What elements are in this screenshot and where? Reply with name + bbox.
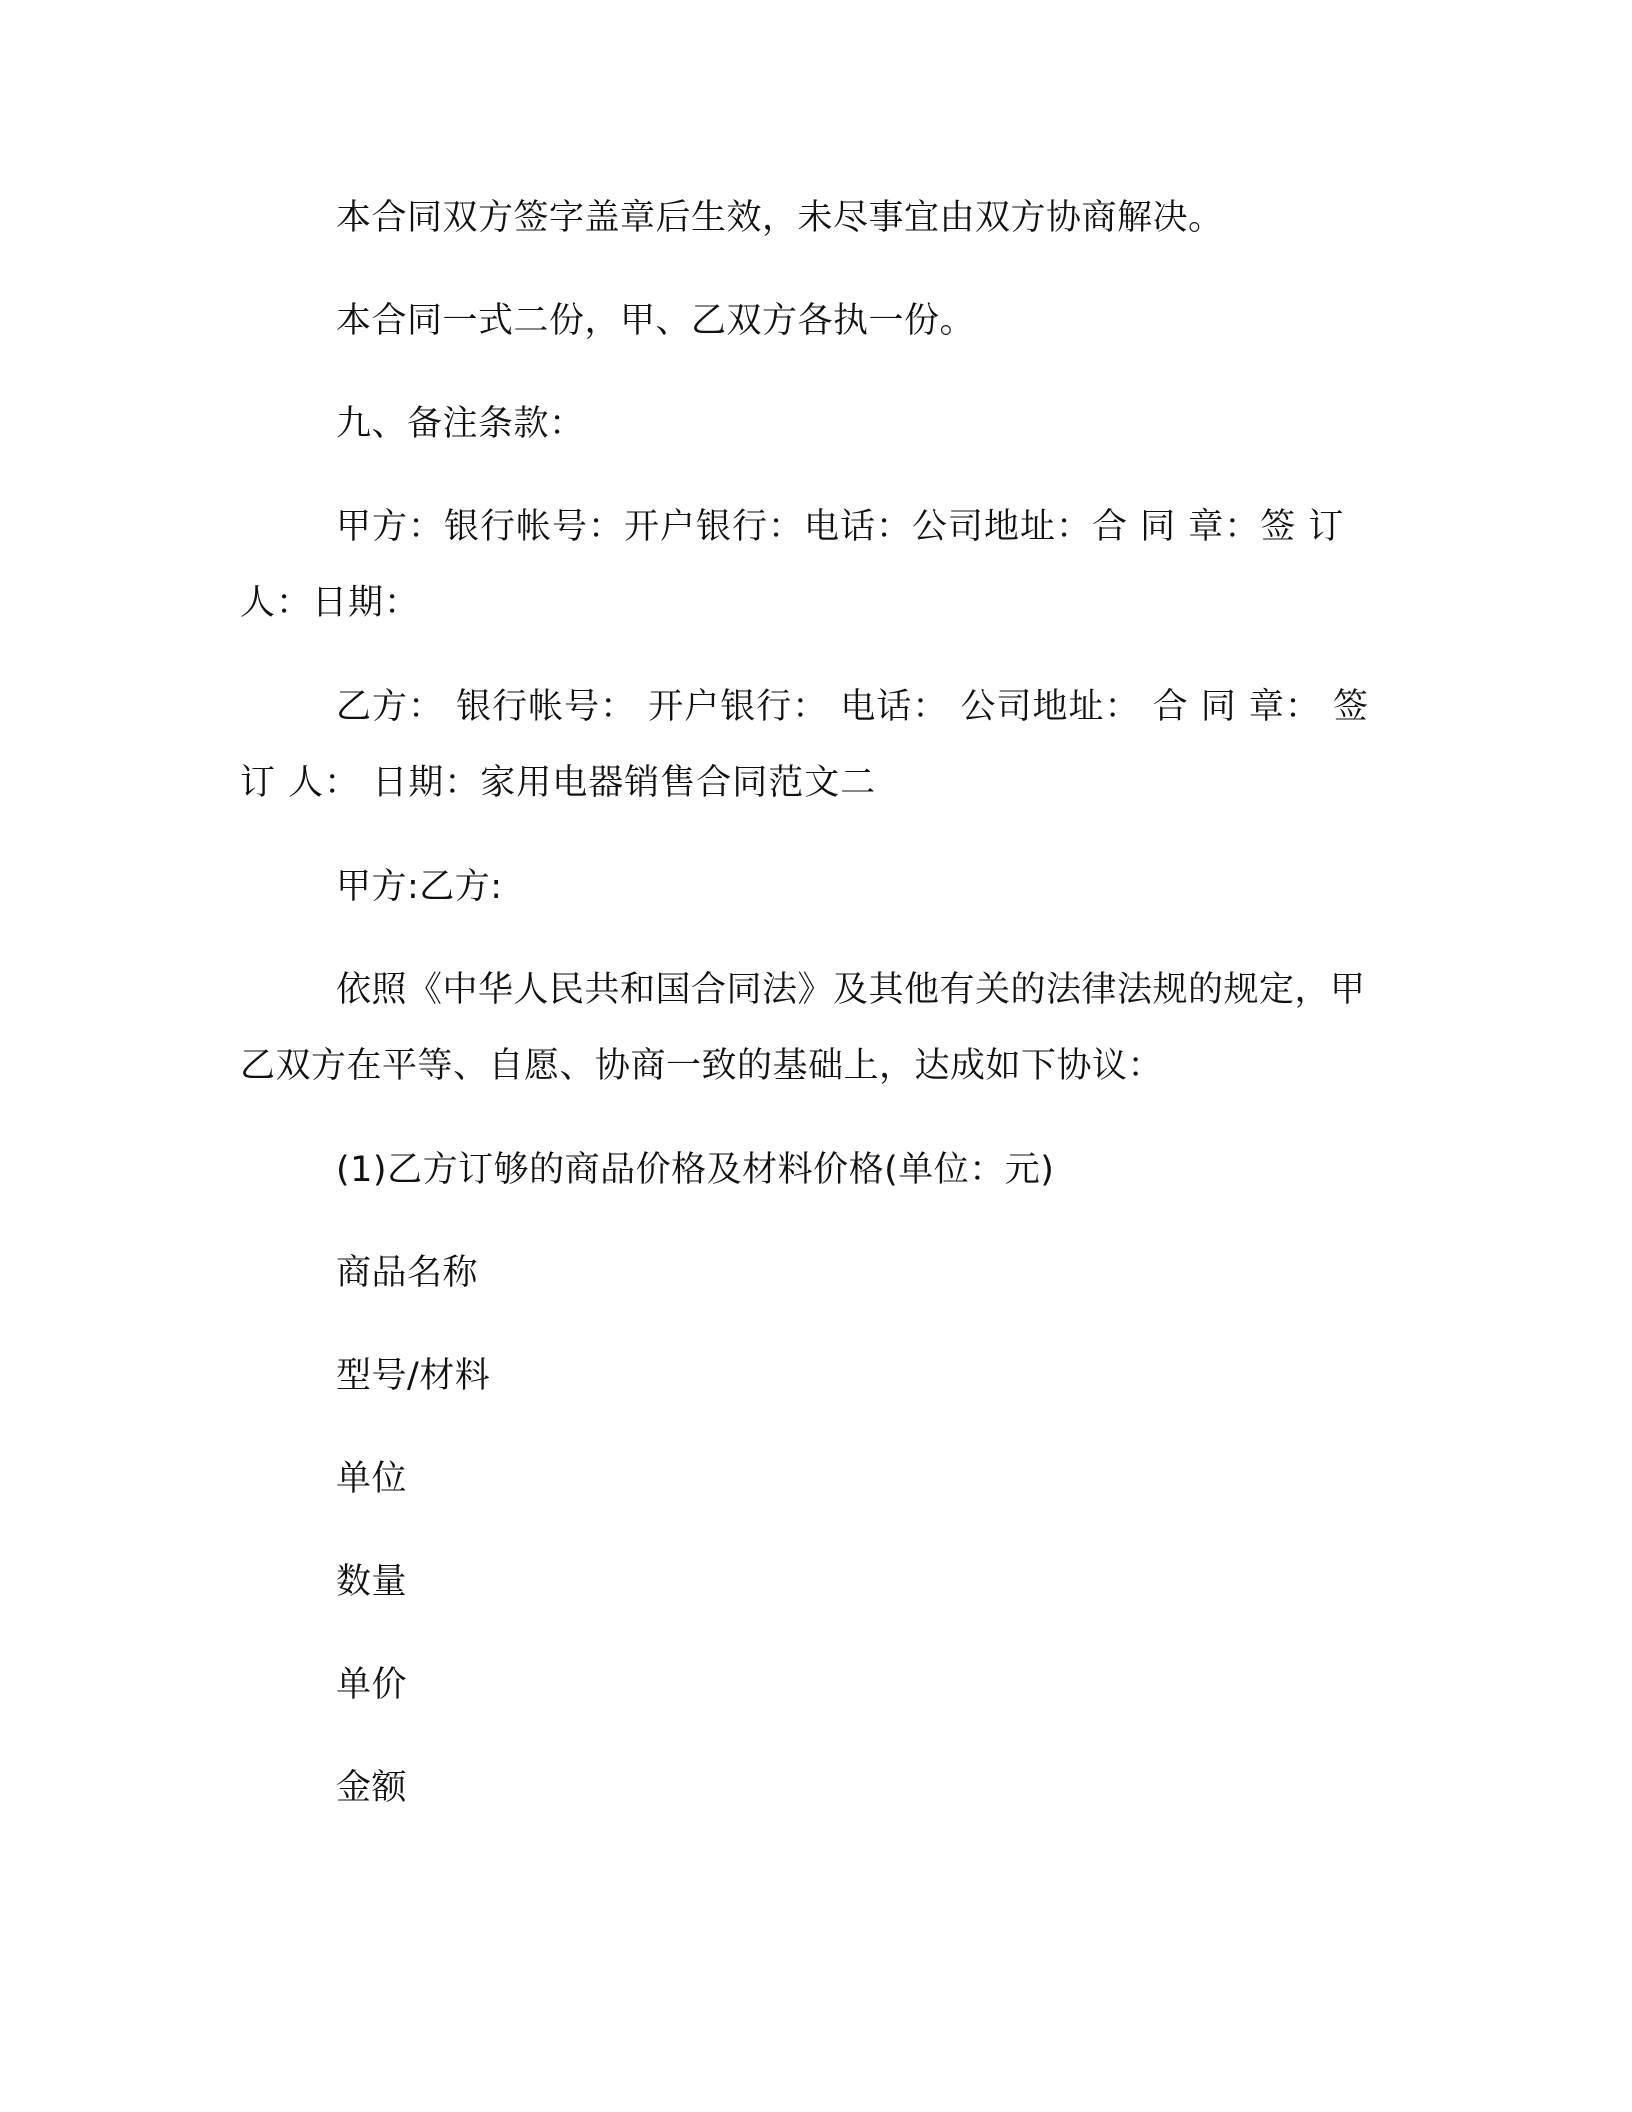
paragraph-effective-clause: 本合同双方签字盖章后生效，未尽事宜由双方协商解决。	[336, 198, 1224, 238]
field-product-name: 商品名称	[336, 1253, 479, 1293]
paragraph-copies-clause: 本合同一式二份，甲、乙双方各执一份。	[336, 301, 976, 341]
party-a-signature-block: 甲方：银行帐号：开户银行：电话：公司地址：合 同 章：签 订人：日期：	[240, 507, 1345, 623]
parties-line: 甲方:乙方:	[336, 867, 503, 907]
field-amount: 金额	[336, 1768, 408, 1808]
field-quantity: 数量	[336, 1562, 408, 1602]
agreement-preamble: 依照《中华人民共和国合同法》及其他有关的法律法规的规定，甲乙双方在平等、自愿、协商一致的基础上，达成如下协议：	[240, 970, 1366, 1086]
price-clause-heading: (1)乙方订够的商品价格及材料价格(单位：元)	[336, 1150, 1055, 1190]
party-b-signature-block: 乙方： 银行帐号： 开户银行： 电话： 公司地址： 合 同 章： 签订 人： 日期：家用电器销售合同范文二	[240, 687, 1370, 803]
field-model-material: 型号/材料	[336, 1356, 491, 1396]
field-unit: 单位	[336, 1459, 408, 1499]
section-heading-remarks: 九、备注条款：	[336, 404, 585, 444]
field-unit-price: 单价	[336, 1665, 408, 1705]
